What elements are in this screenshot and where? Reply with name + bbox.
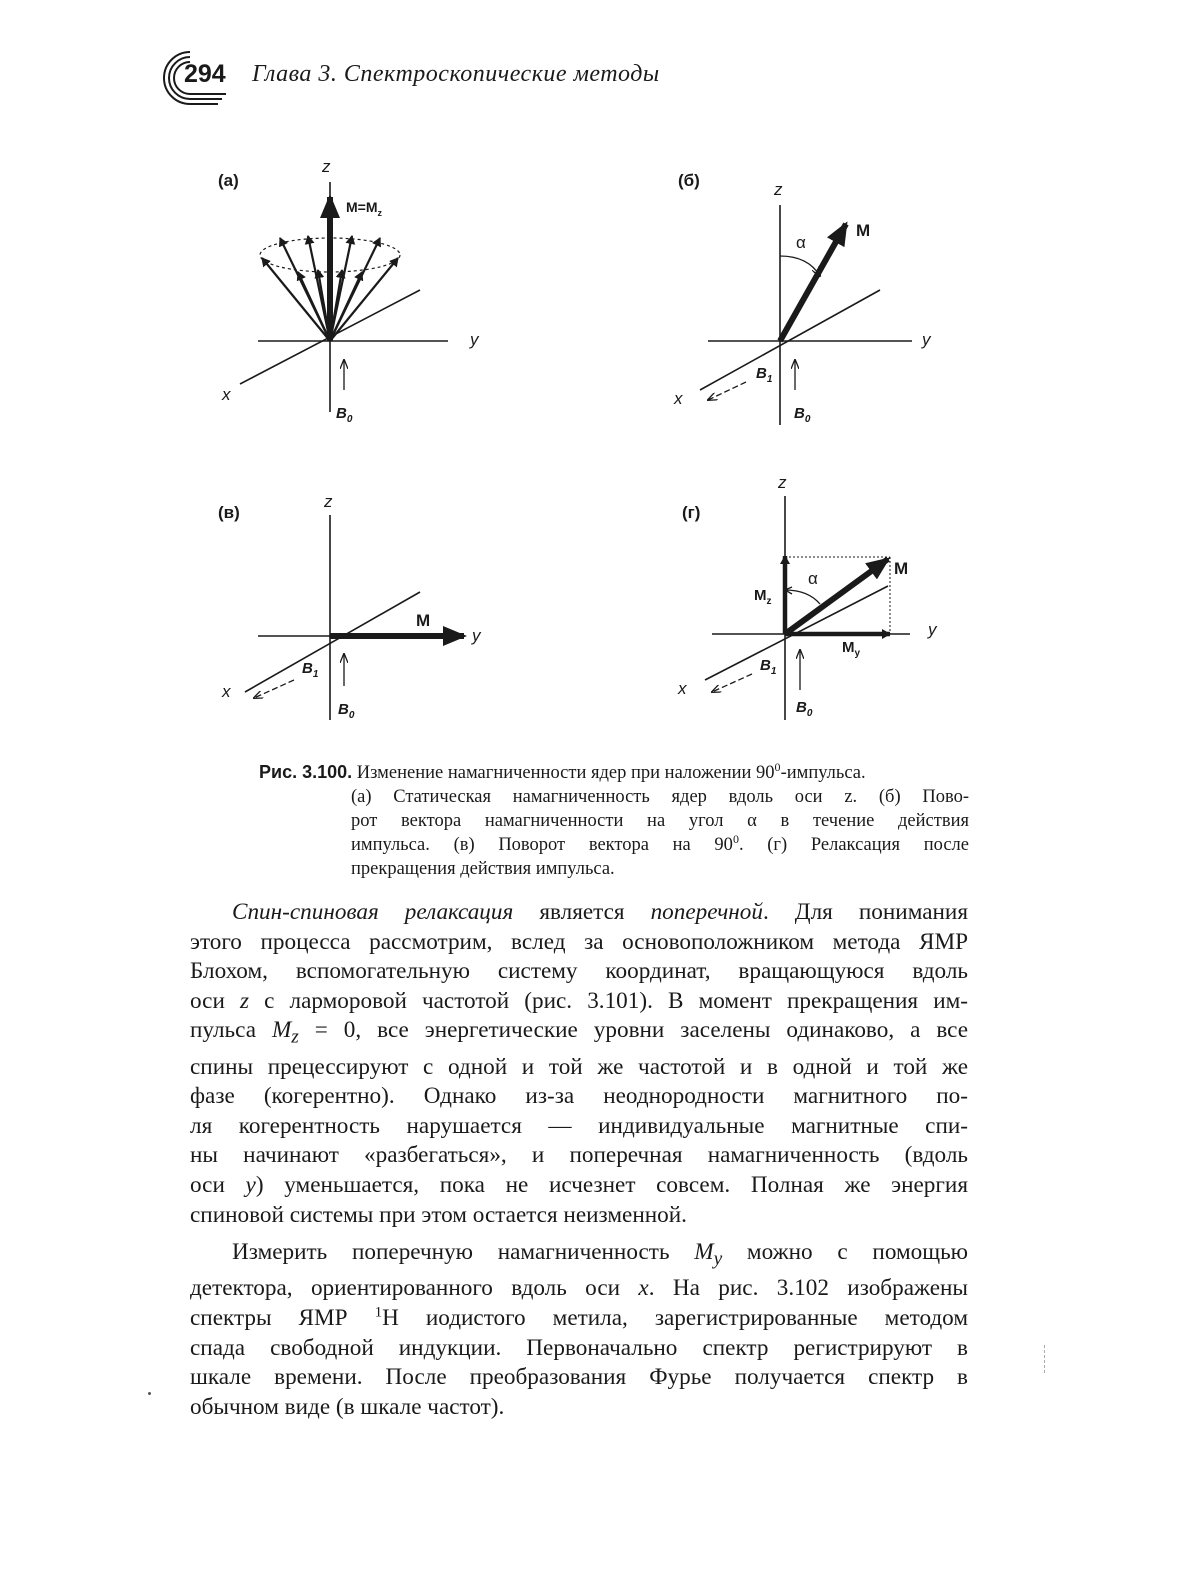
text-line: [190, 1171, 968, 1201]
caption-text: . (г) Релаксация после: [738, 835, 969, 855]
caption-text: Изменение намагниченности ядер при наложении 90: [356, 763, 775, 783]
x-axis-line: [700, 290, 880, 390]
b1-label: $B_1$: [760, 657, 777, 677]
text-span: Измерить поперечную намагниченность: [232, 1239, 695, 1266]
term-italic: Спин-спиновая релаксация: [232, 899, 514, 925]
panel-b: [700, 205, 912, 425]
scan-margin-mark: [1044, 1345, 1046, 1373]
m-equals-mz-label: $M=M_z$: [346, 199, 382, 218]
panel-g: [705, 496, 910, 720]
m-label: M: [856, 221, 871, 240]
y-axis-label: y: [928, 620, 937, 639]
y-axis-label: y: [472, 626, 481, 645]
text-line: [190, 898, 968, 928]
superscript: 1: [374, 1304, 383, 1321]
text-span: H иодистого метила, зарегистрированные методом: [382, 1305, 968, 1331]
panel-v: [245, 515, 464, 720]
scan-speck: [148, 1392, 151, 1395]
math-variable: x: [638, 1275, 649, 1302]
b0-label: $B_0$: [794, 405, 811, 425]
b0-label: $B_0$: [336, 405, 353, 425]
panel-g-labels: [677, 473, 938, 719]
caption-row: [259, 833, 969, 857]
math-subscript: z: [291, 1027, 299, 1049]
text-line: [190, 987, 968, 1017]
x-axis-line: [245, 592, 420, 692]
text-span: с ларморовой частотой (рис. 3.101). В момент прекращения им-: [249, 987, 969, 1014]
magnetization-vector: [785, 559, 888, 634]
text-span: оси: [190, 987, 240, 1014]
math-variable: M: [694, 1239, 714, 1266]
caption-heading: Рис. 3.100.: [259, 762, 353, 782]
b1-arrow: [708, 382, 746, 400]
panel-a: [240, 182, 448, 412]
caption-row: рот вектора намагниченности на угол α в течение действия: [351, 811, 969, 831]
caption-row: [259, 760, 969, 785]
panel-b-label: (б): [678, 171, 700, 190]
text-line: [190, 1016, 968, 1052]
text-span: пульса: [190, 1017, 272, 1044]
x-axis-label: x: [678, 679, 687, 698]
text-line: [190, 1238, 968, 1274]
z-axis-label: z: [322, 157, 331, 176]
magnetization-vector: [780, 224, 846, 341]
term-italic: поперечной: [650, 899, 763, 925]
caption-row: (а) Статическая намагниченность ядер вдоль оси z. (б) Пово-: [351, 787, 969, 807]
b0-label: $B_0$: [796, 699, 813, 719]
x-axis-label: x: [674, 389, 683, 408]
text-line: шкале времени. После преобразования Фурье получается спектр в: [190, 1364, 968, 1391]
my-label: $M_y$: [842, 639, 861, 659]
figure-3-100: [0, 0, 1190, 750]
page-number: 294: [184, 60, 226, 88]
text-line: ны начинают «разбегаться», и поперечная намагниченность (вдоль: [190, 1142, 968, 1169]
text-span: оси: [190, 1171, 246, 1198]
body-text: [190, 898, 968, 1422]
z-axis-label: z: [774, 180, 783, 199]
text-span: спектры ЯМР: [190, 1305, 375, 1331]
x-axis-label: x: [222, 682, 231, 701]
text-span: детектора, ориентированного вдоль оси: [190, 1275, 639, 1302]
text-line: Блохом, вспомогательную систему координат, вращающуюся вдоль: [190, 958, 968, 985]
text-line: ля когерентность нарушается — индивидуальные магнитные спи-: [190, 1112, 968, 1139]
panel-a-labels: [218, 157, 480, 425]
caption-superscript: 0: [774, 759, 781, 774]
alpha-label: α: [808, 569, 818, 588]
alpha-angle-arc: [780, 256, 820, 276]
figure-caption: [259, 760, 969, 881]
m-label: M: [894, 559, 909, 578]
text-line: [190, 1274, 968, 1304]
text-line: обычном виде (в шкале частот).: [190, 1393, 505, 1420]
text-span: . Для понимания: [762, 899, 968, 925]
text-line: спиновой системы при этом остается неизменной.: [190, 1201, 687, 1228]
text-line: спада свободной индукции. Первоначально спектр регистрируют в: [190, 1334, 968, 1361]
text-span: является: [513, 899, 651, 925]
z-axis-label: z: [778, 473, 787, 492]
panel-g-label: (г): [682, 503, 701, 522]
caption-row: прекращения действия импульса.: [351, 859, 615, 879]
y-axis-label: y: [922, 330, 931, 349]
b1-arrow: [712, 674, 752, 692]
math-variable: M: [271, 1017, 292, 1044]
text-line: этого процесса рассмотрим, вслед за основоположником метода ЯМР: [190, 928, 968, 955]
caption-text: -импульса.: [780, 763, 866, 783]
mz-label: $M_z$: [754, 587, 772, 607]
panel-v-label: (в): [218, 503, 240, 522]
b1-label: $B_1$: [302, 660, 319, 680]
text-line: спины прецессируют с одной и той же частотой и в одной и той же: [190, 1053, 968, 1080]
text-line: [190, 1304, 968, 1334]
caption-superscript: 0: [732, 831, 739, 846]
caption-text: импульса. (в) Поворот вектора на 90: [351, 835, 733, 855]
panel-a-label: (а): [218, 171, 239, 190]
b1-label: $B_1$: [756, 365, 773, 385]
math-subscript: y: [713, 1248, 723, 1270]
math-variable: y: [245, 1171, 256, 1198]
x-axis-label: x: [222, 385, 231, 404]
b0-label: $B_0$: [338, 701, 355, 721]
panel-v-labels: [218, 492, 482, 721]
m-label: M: [416, 611, 431, 630]
text-span: можно с помощью: [722, 1239, 968, 1266]
alpha-angle-arc: [785, 590, 820, 604]
alpha-label: α: [796, 233, 806, 252]
chapter-title: Глава 3. Спектроскопические методы: [252, 61, 660, 87]
math-variable: z: [239, 987, 250, 1014]
text-span: = 0, все энергетические уровни заселены одинаково, а все: [298, 1017, 968, 1044]
text-line: фазе (когерентно). Однако из-за неоднородности магнитного по-: [190, 1083, 968, 1110]
text-span: ) уменьшается, пока не исчезнет совсем. Полная же энергия: [255, 1171, 968, 1198]
y-axis-label: y: [470, 330, 479, 349]
text-span: . На рис. 3.102 изображены: [648, 1275, 968, 1302]
z-axis-label: z: [324, 492, 333, 511]
